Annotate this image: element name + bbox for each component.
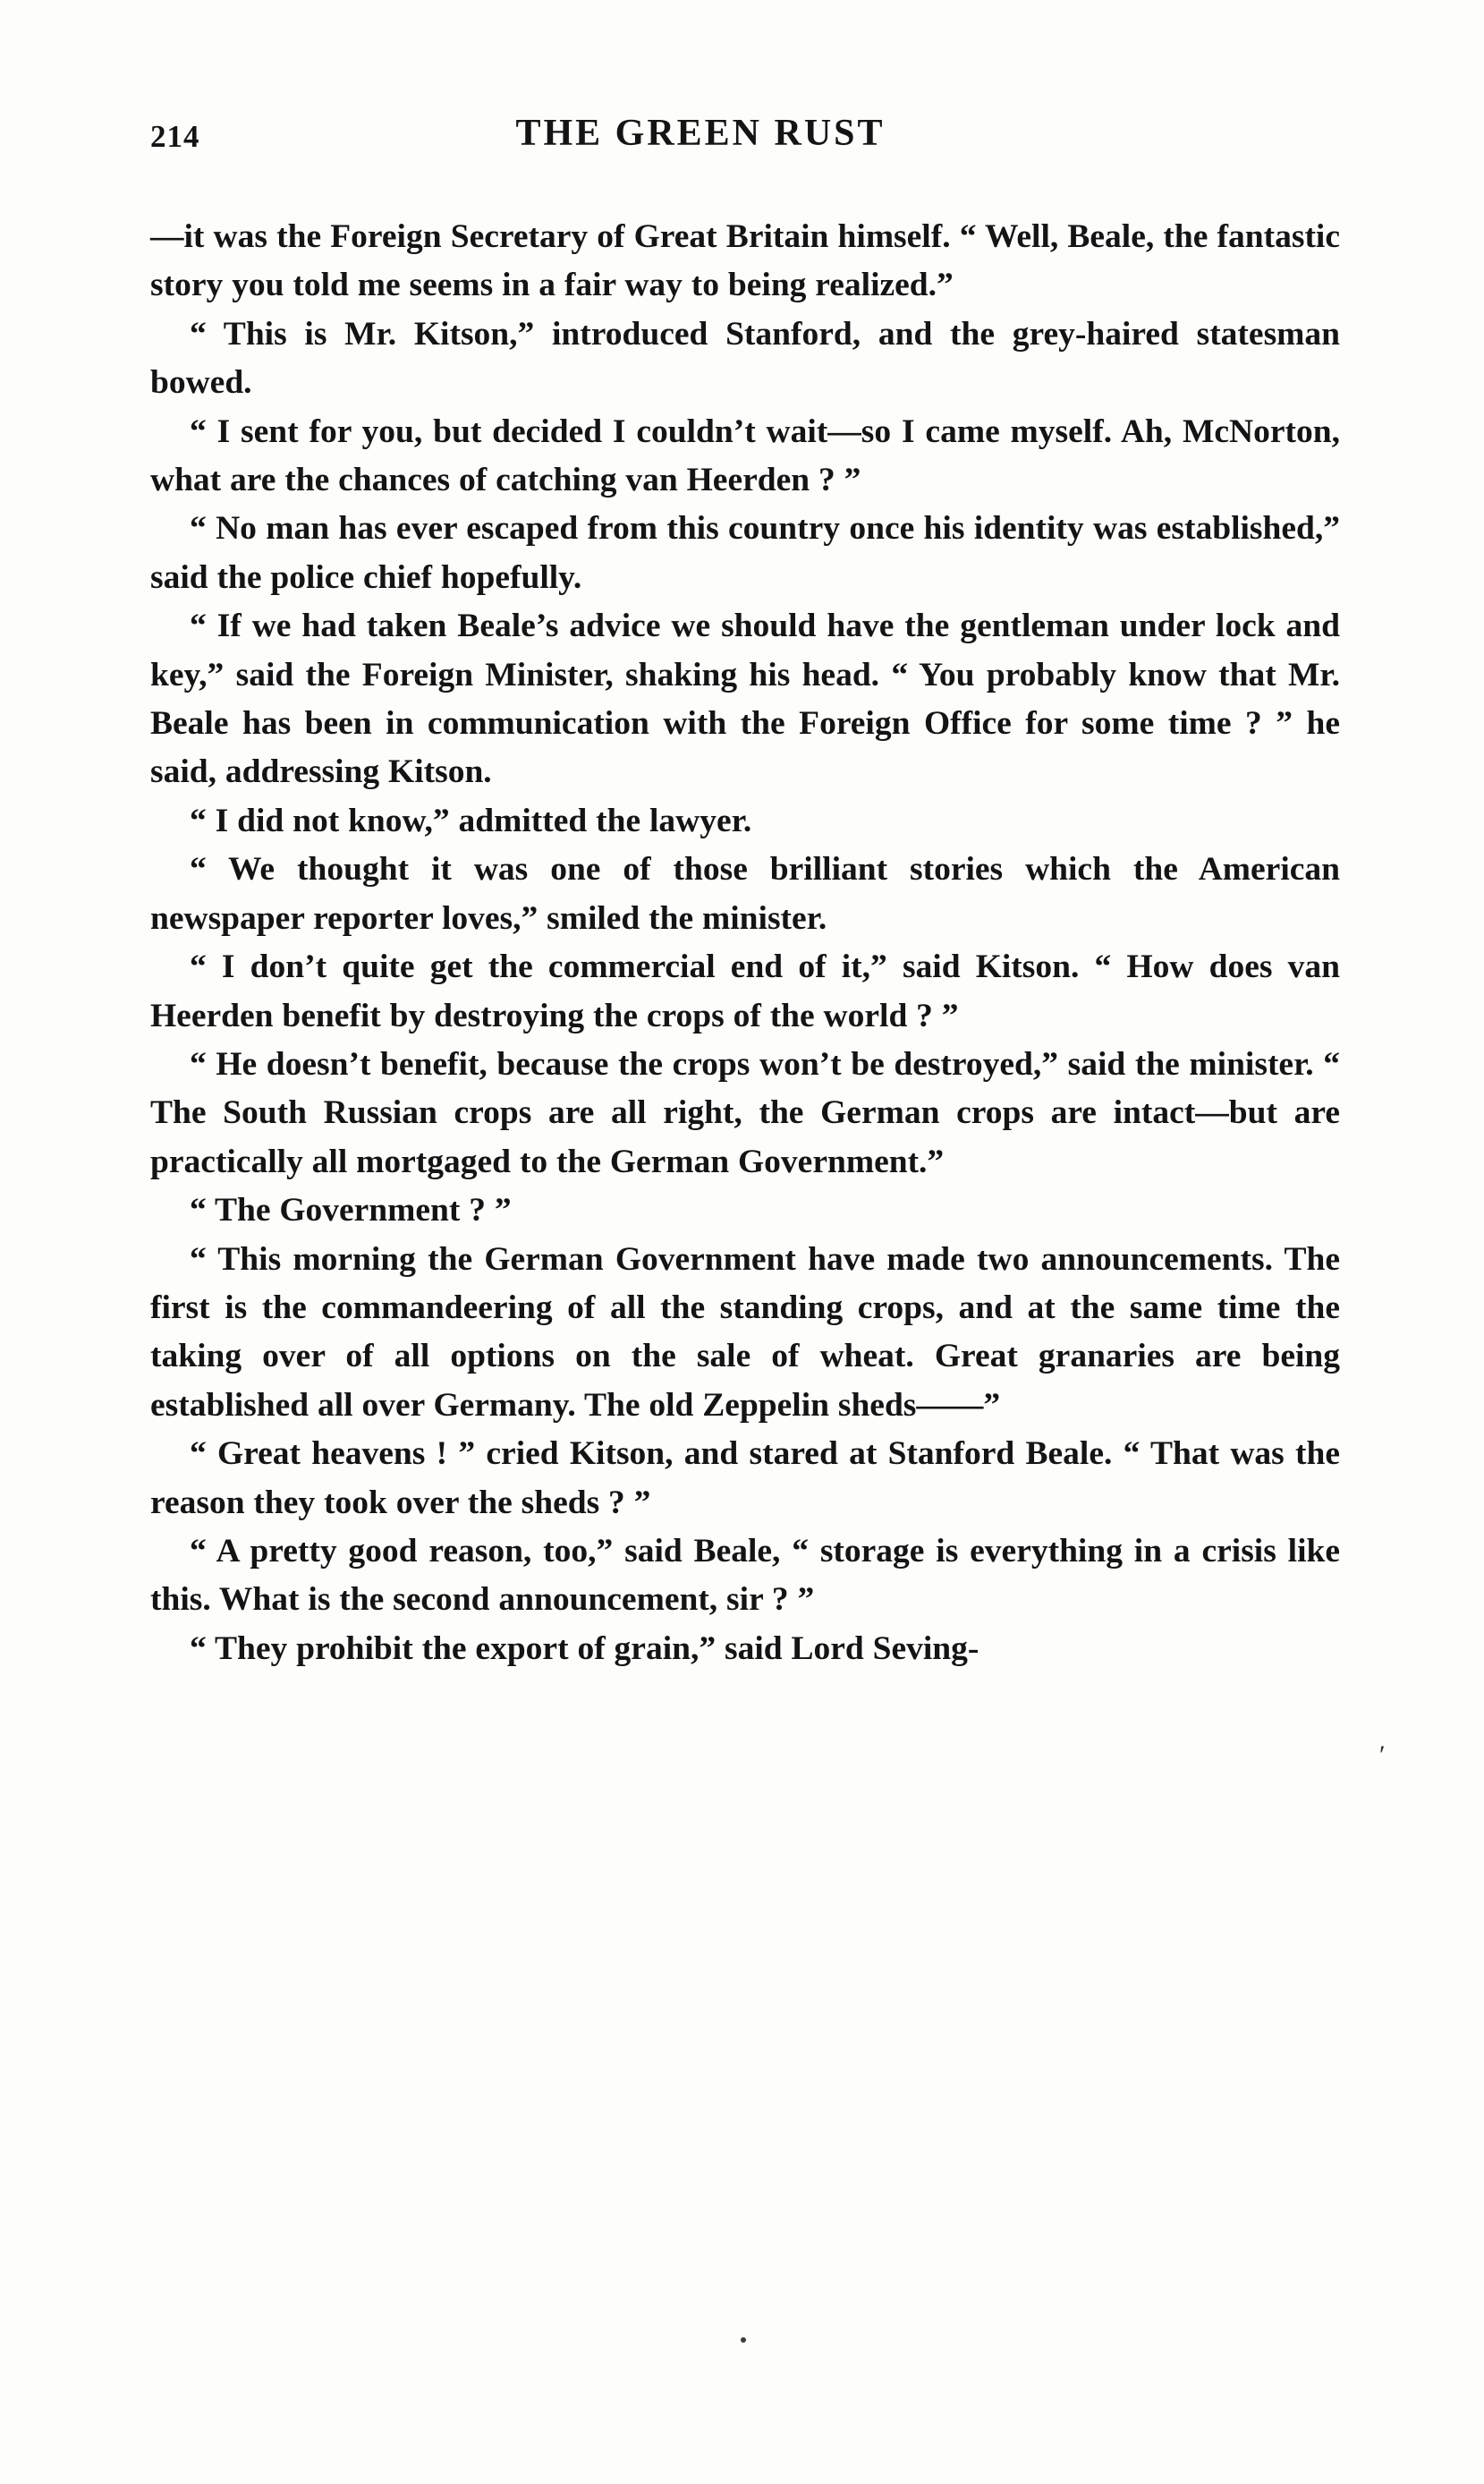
- page-number: 214: [150, 119, 200, 154]
- bottom-ink-dot: [741, 2337, 746, 2343]
- paragraph: “ If we had taken Beale’s advice we should have the gentleman under lock and key,” said the Foreign Minister, shaking his head. “ You probably know that Mr. Beale has been in communication with the Foreign Office for some time ? ” he said, addressing Kitson.: [150, 608, 1340, 791]
- paragraph: “ He doesn’t benefit, because the crops won’t be destroyed,” said the minister. “ The South Russian crops are all right, the German crops are intact—but are practically all mortgaged to the German Government.”: [150, 1045, 1340, 1180]
- paragraph: “ I did not know,” admitted the lawyer.: [190, 802, 752, 839]
- paragraph: “ We thought it was one of those brilliant stories which the American newspaper reporter loves,” smiled the minister.: [150, 851, 1340, 937]
- paragraph: —it was the Foreign Secretary of Great Britain himself. “ Well, Beale, the fantastic story you told me seems in a fair way to being realized.”: [150, 218, 1340, 304]
- paragraph: “ This is Mr. Kitson,” introduced Stanford, and the grey-haired statesman bowed.: [150, 315, 1340, 402]
- paragraph: “ They prohibit the export of grain,” said Lord Seving-: [190, 1629, 979, 1667]
- body-text: [150, 213, 1340, 1673]
- page-header: [150, 112, 1331, 166]
- running-title: THE GREEN RUST: [515, 113, 886, 154]
- paragraph: “ A pretty good reason, too,” said Beale, “ storage is everything in a crisis like this. What is the second announcement, sir ? ”: [150, 1532, 1340, 1619]
- stray-ink-mark: ′: [1379, 1740, 1386, 1770]
- paragraph: “ I don’t quite get the commercial end of it,” said Kitson. “ How does van Heerden benefit by destroying the crops of the world ? ”: [150, 949, 1340, 1034]
- paragraph: “ This morning the German Government have made two announcements. The first is the commandeering of all the standing crops, and at the same time the taking over of all options on the sale of wheat. Great granaries are being established all over Germany. The old Zeppelin sheds——”: [150, 1240, 1340, 1424]
- paragraph: “ No man has ever escaped from this country once his identity was established,” said the police chief hopefully.: [150, 510, 1340, 596]
- paragraph: “ The Government ? ”: [190, 1192, 512, 1229]
- paragraph: “ I sent for you, but decided I couldn’t wait—so I came myself. Ah, McNorton, what are the chances of catching van Heerden ? ”: [150, 413, 1340, 499]
- paragraph: “ Great heavens ! ” cried Kitson, and stared at Stanford Beale. “ That was the reason they took over the sheds ? ”: [150, 1435, 1340, 1521]
